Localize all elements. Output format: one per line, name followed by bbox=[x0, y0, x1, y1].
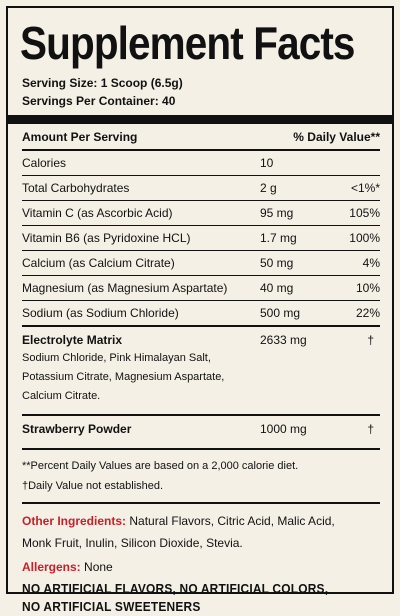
nutrient-amount: 50 mg bbox=[260, 256, 294, 270]
nutrient-dv: <1%* bbox=[350, 181, 380, 195]
allergens bbox=[22, 560, 380, 574]
other-ingredients-text-2: Monk Fruit, Inulin, Silicon Dioxide, Stevia. bbox=[22, 536, 243, 550]
footnotes bbox=[22, 448, 380, 496]
nutrient-name: Sodium (as Sodium Chloride) bbox=[22, 306, 179, 320]
electrolyte-matrix-dv: † bbox=[367, 333, 374, 347]
strawberry-powder-block bbox=[22, 414, 380, 440]
nutrient-amount: 10 bbox=[260, 156, 274, 170]
nutrient-name: Magnesium (as Magnesium Aspartate) bbox=[22, 281, 228, 295]
thick-divider bbox=[8, 115, 392, 124]
product-claims bbox=[22, 580, 390, 616]
nutrient-row-vitamin-c bbox=[22, 201, 380, 226]
electrolyte-matrix-ingredients bbox=[22, 349, 260, 406]
strawberry-powder-amount: 1000 mg bbox=[260, 422, 307, 436]
other-ingredients-text: Natural Flavors, Citric Acid, Malic Acid, bbox=[126, 514, 335, 528]
nutrient-name: Calories bbox=[22, 156, 67, 170]
panel-title: Supplement Facts bbox=[20, 17, 355, 69]
nutrient-row-carbohydrates bbox=[22, 176, 380, 201]
nutrient-name: Vitamin B6 (as Pyridoxine HCL) bbox=[22, 231, 191, 245]
nutrient-row-calcium bbox=[22, 251, 380, 276]
other-ingredients bbox=[22, 502, 380, 554]
nutrient-amount: 40 mg bbox=[260, 281, 294, 295]
amount-per-serving-header: Amount Per Serving bbox=[22, 130, 138, 144]
electrolyte-matrix-block bbox=[22, 325, 380, 406]
strawberry-powder-dv: † bbox=[367, 422, 374, 436]
nutrient-row-sodium bbox=[22, 301, 380, 325]
nutrient-amount: 1.7 mg bbox=[260, 231, 297, 245]
nutrient-dv: 4% bbox=[362, 256, 380, 270]
serving-size: Serving Size: 1 Scoop (6.5g) bbox=[22, 76, 183, 90]
claims-line: NO ARTIFICIAL SWEETENERS bbox=[22, 599, 201, 614]
table-header bbox=[22, 124, 380, 151]
nutrient-name: Calcium (as Calcium Citrate) bbox=[22, 256, 175, 270]
claims-line: NO ARTIFICIAL FLAVORS, NO ARTIFICIAL COLORS, bbox=[22, 581, 329, 596]
nutrient-amount: 500 mg bbox=[260, 306, 301, 320]
nutrient-row-vitamin-b6 bbox=[22, 226, 380, 251]
footnote-daily-values: **Percent Daily Values are based on a 2,000 calorie diet. bbox=[22, 460, 299, 472]
servings-per-container: Servings Per Container: 40 bbox=[22, 94, 176, 108]
nutrient-row-magnesium bbox=[22, 276, 380, 301]
electrolyte-matrix-name: Electrolyte Matrix bbox=[22, 333, 123, 347]
electrolyte-sub-line: Sodium Chloride, Pink Himalayan Salt, bbox=[22, 352, 211, 364]
nutrient-dv: 100% bbox=[349, 231, 380, 245]
nutrient-dv: 105% bbox=[349, 206, 380, 220]
allergens-label: Allergens: bbox=[22, 560, 81, 574]
nutrient-dv: 10% bbox=[355, 281, 380, 295]
strawberry-powder-name: Strawberry Powder bbox=[22, 422, 132, 436]
nutrient-dv: 22% bbox=[355, 306, 380, 320]
allergens-text: None bbox=[80, 560, 113, 574]
electrolyte-sub-line: Potassium Citrate, Magnesium Aspartate, bbox=[22, 371, 225, 383]
daily-value-header: % Daily Value** bbox=[293, 130, 380, 144]
electrolyte-matrix-amount: 2633 mg bbox=[260, 333, 307, 347]
nutrient-row-calories bbox=[22, 151, 380, 176]
nutrient-amount: 95 mg bbox=[260, 206, 294, 220]
electrolyte-sub-line: Calcium Citrate. bbox=[22, 390, 101, 402]
other-ingredients-label: Other Ingredients: bbox=[22, 514, 127, 528]
nutrient-amount: 2 g bbox=[260, 181, 277, 195]
nutrient-name: Vitamin C (as Ascorbic Acid) bbox=[22, 206, 173, 220]
supplement-facts-panel bbox=[6, 6, 394, 614]
footnote-not-established: †Daily Value not established. bbox=[22, 480, 164, 492]
nutrient-name: Total Carbohydrates bbox=[22, 181, 130, 195]
